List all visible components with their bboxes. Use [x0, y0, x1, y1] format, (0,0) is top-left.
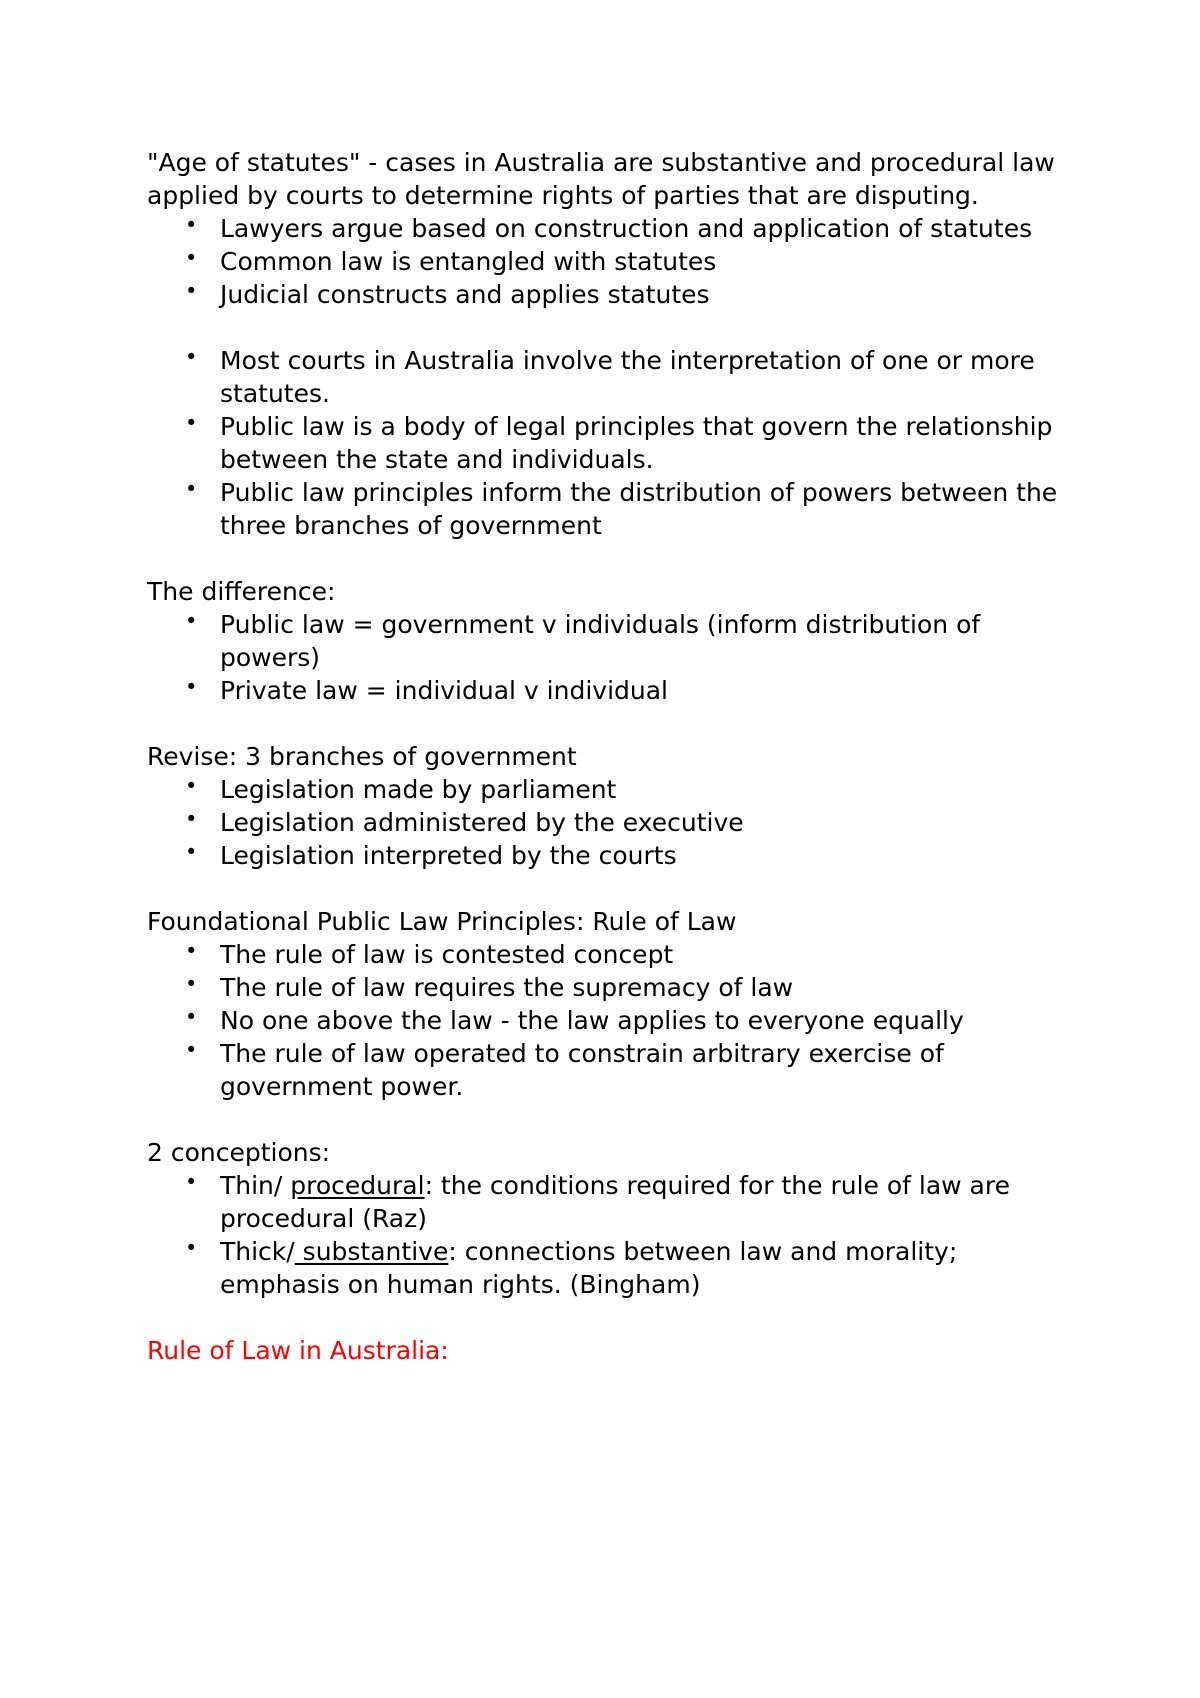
bullet-icon: •	[185, 1170, 198, 1194]
thin-description: : the conditions required for the rule of law are procedural (Raz)	[220, 1171, 1010, 1233]
bullet-icon: •	[185, 477, 198, 501]
list-item	[185, 344, 1077, 410]
bullet-icon: •	[185, 279, 198, 303]
difference-bullet-list	[147, 608, 1077, 707]
list-item-text: The rule of law requires the supremacy of law	[220, 973, 794, 1002]
list-item-text: Judicial constructs and applies statutes	[220, 280, 710, 309]
list-item	[185, 278, 1077, 311]
blank-line	[147, 542, 1077, 575]
list-item	[185, 938, 1077, 971]
thin-term: procedural	[290, 1171, 425, 1200]
bullet-icon: •	[185, 840, 198, 864]
list-item	[185, 839, 1077, 872]
list-item	[185, 773, 1077, 806]
bullet-icon: •	[185, 411, 198, 435]
list-item	[185, 410, 1077, 476]
list-item	[185, 1004, 1077, 1037]
blank-line	[147, 872, 1077, 905]
list-item-text: Private law = individual v individual	[220, 676, 668, 705]
bullet-icon: •	[185, 939, 198, 963]
list-item	[185, 608, 1077, 674]
intro-bullet-list	[147, 212, 1077, 311]
bullet-icon: •	[185, 774, 198, 798]
list-item	[185, 674, 1077, 707]
list-item-text: The rule of law operated to constrain arbitrary exercise of government power.	[220, 1039, 944, 1101]
statutes-bullet-list	[147, 344, 1077, 542]
bullet-icon: •	[185, 246, 198, 270]
australia-heading: Rule of Law in Australia:	[147, 1336, 449, 1365]
blank-line	[147, 707, 1077, 740]
bullet-icon: •	[185, 1236, 198, 1260]
bullet-icon: •	[185, 345, 198, 369]
list-item-text: Legislation administered by the executive	[220, 808, 744, 837]
list-item-text: Public law is a body of legal principles that govern the relationship between the state and individuals.	[220, 412, 1053, 474]
thin-prefix: Thin/	[220, 1171, 291, 1200]
list-item	[185, 476, 1077, 542]
thick-description: : connections between law and morality; emphasis on human rights. (Bingham)	[220, 1237, 958, 1299]
list-item-text: Public law = government v individuals (inform distribution of powers)	[220, 610, 981, 672]
list-item	[185, 212, 1077, 245]
list-item-text: Public law principles inform the distribution of powers between the three branches of government	[220, 478, 1058, 540]
list-item	[185, 971, 1077, 1004]
thick-term: substantive	[294, 1237, 449, 1266]
list-item-text: The rule of law is contested concept	[220, 940, 674, 969]
list-item	[185, 1235, 1077, 1301]
document-page	[147, 146, 1077, 1367]
blank-line	[147, 311, 1077, 344]
bullet-icon: •	[185, 213, 198, 237]
list-item-text: No one above the law - the law applies to everyone equally	[220, 1006, 964, 1035]
list-item-text: Legislation interpreted by the courts	[220, 841, 677, 870]
rule-of-law-heading: Foundational Public Law Principles: Rule of Law	[147, 907, 737, 936]
list-item	[185, 1169, 1077, 1235]
bullet-icon: •	[185, 972, 198, 996]
branches-heading: Revise: 3 branches of government	[147, 742, 577, 771]
list-item	[185, 806, 1077, 839]
difference-heading: The difference:	[147, 577, 336, 606]
thick-prefix: Thick/	[220, 1237, 295, 1266]
rule-of-law-bullet-list	[147, 938, 1077, 1103]
conceptions-heading: 2 conceptions:	[147, 1138, 331, 1167]
intro-paragraph: "Age of statutes" - cases in Australia are substantive and procedural law applied by courts to determine rights of parties that are disputing.	[147, 148, 1055, 210]
blank-line	[147, 1103, 1077, 1136]
bullet-icon: •	[185, 807, 198, 831]
list-item	[185, 245, 1077, 278]
bullet-icon: •	[185, 1038, 198, 1062]
blank-line	[147, 1301, 1077, 1334]
bullet-icon: •	[185, 675, 198, 699]
branches-bullet-list	[147, 773, 1077, 872]
conceptions-bullet-list	[147, 1169, 1077, 1301]
bullet-icon: •	[185, 1005, 198, 1029]
list-item-text: Lawyers argue based on construction and application of statutes	[220, 214, 1033, 243]
list-item-text: Most courts in Australia involve the interpretation of one or more statutes.	[220, 346, 1035, 408]
list-item-text: Legislation made by parliament	[220, 775, 617, 804]
bullet-icon: •	[185, 609, 198, 633]
list-item	[185, 1037, 1077, 1103]
list-item-text: Common law is entangled with statutes	[220, 247, 717, 276]
